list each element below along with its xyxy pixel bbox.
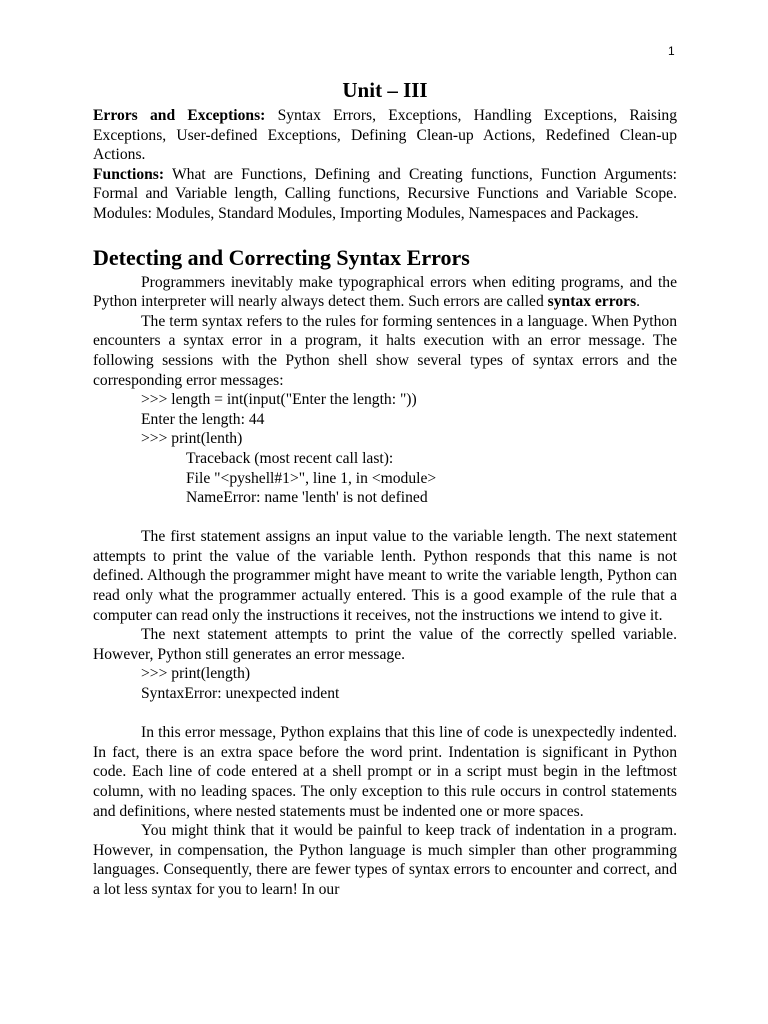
paragraph-1-end: . [636,293,641,311]
code-line: >>> print(length) [141,665,251,683]
traceback-line: File "<pyshell#1>", line 1, in <module> [186,469,437,487]
code-block-2 [93,664,677,703]
page-number: 1 [668,44,675,58]
paragraph-2: The term syntax refers to the rules for forming sentences in a language. When Python encounters a syntax error in a program, it halts execution with an error message. The following sessions with the Python shell show several types of syntax errors and the corresponding error messages: [93,312,677,389]
syllabus-functions-label: Functions: [93,165,165,183]
syllabus-errors-text: Syntax Errors, Exceptions, Handling Exceptions, Raising Exceptions, User-defined Exceptions, Defining Clean-up Actions, Redefined Clean-up Actions. [93,107,678,164]
syllabus-errors [93,106,677,165]
paragraph-6: You might think that it would be painful to keep track of indentation in a program. However, in compensation, the Python language is much simpler than other programming languages. Consequently, there are fewer types of syntax errors to encounter and correct, and a lot less syntax for you to learn! In our [93,822,677,898]
code-line: >>> length = int(input("Enter the length: ")) [141,391,417,409]
spacer [93,704,677,724]
page-content [93,76,677,900]
syllabus-errors-label: Errors and Exceptions: [93,107,266,124]
paragraph-4: The next statement attempts to print the value of the correctly spelled variable. However, Python still generates an error message. [93,626,677,663]
code-block-1 [93,390,677,508]
paragraph-3: The first statement assigns an input value to the variable length. The next statement attempts to print the value of the variable lenth. Python responds that this name is not defined. Although the programmer might have meant to write the variable length, Python can read only what the programmer actually entered. This is a good example of the rule that a computer can read only the instructions it receives, not the instructions we intend to give it. [93,528,677,624]
paragraph-5: In this error message, Python explains that this line of code is unexpectedly indented. In fact, there is an extra space before the word print. Indentation is significant in Python code. Each line of code entered at a shell prompt or in a script must begin in the leftmost column, with no leading spaces. The only exception to this rule occurs in control statements and definitions, where nested statements must be indented one or more spaces. [93,724,677,820]
unit-title: Unit – III [342,78,428,102]
traceback-line: Traceback (most recent call last): [186,449,394,467]
syllabus-functions-text: What are Functions, Defining and Creating functions, Function Arguments: Formal and Variable length, Calling functions, Recursive Functions and Variable Scope. Modules: Modules, Standard Modules, Importing Modules, Namespaces and Packages. [93,165,677,222]
section-title: Detecting and Correcting Syntax Errors [93,244,470,270]
paragraph-1-bold: syntax errors [547,293,637,311]
code-line: >>> print(lenth) [141,430,243,448]
spacer [93,508,677,528]
code-line: SyntaxError: unexpected indent [141,685,340,703]
code-line: Enter the length: 44 [141,410,265,428]
paragraph-1 [93,273,677,312]
paragraph-1-text: Programmers inevitably make typographical errors when editing programs, and the Python interpreter will nearly always detect them. Such errors are called [93,273,677,311]
traceback-line: NameError: name 'lenth' is not defined [186,489,428,507]
syllabus-functions [93,165,677,224]
